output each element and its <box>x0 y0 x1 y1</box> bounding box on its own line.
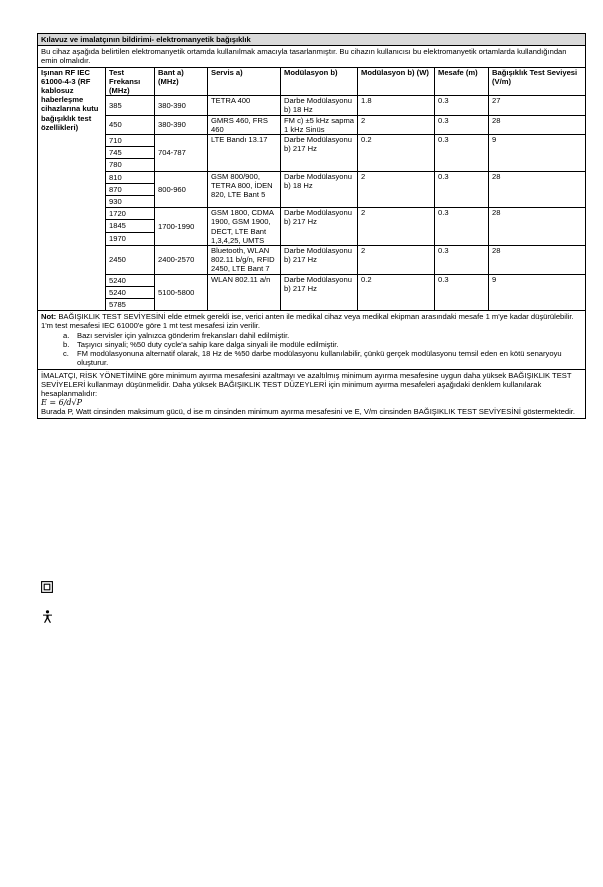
freq-value: 1970 <box>109 233 126 243</box>
table-row <box>38 246 586 275</box>
power-cell: 2 <box>358 115 435 134</box>
freq-cell <box>106 135 155 172</box>
power-cell: 0.2 <box>358 135 435 172</box>
modulation-cell: Darbe Modülasyonu b) 18 Hz <box>281 171 358 208</box>
modulation-cell: Darbe Modülasyonu b) 217 Hz <box>281 208 358 246</box>
header-service: Servis a) <box>208 67 281 96</box>
band-cell: 800-960 <box>155 171 208 208</box>
power-cell: 2 <box>358 208 435 246</box>
modulation-cell: Darbe Modülasyonu b) 18 Hz <box>281 96 358 115</box>
note-label: Not: <box>41 312 57 322</box>
band-cell: 380-390 <box>155 115 208 134</box>
notes-section <box>38 311 586 369</box>
footnote-a <box>41 331 582 340</box>
service-cell: GSM 1800, CDMA 1900, GSM 1900, DECT, LTE Bant 1,3,4,25, UMTS <box>208 208 281 246</box>
service-cell: Bluetooth, WLAN 802.11 b/g/n, RFID 2450, LTE Bant 7 <box>208 246 281 275</box>
note <box>41 312 582 330</box>
footnote-text: Bazı servisler için yalnızca gönderim frekansları dahil edilmiştir. <box>77 330 290 340</box>
band-cell: 704-787 <box>155 135 208 172</box>
power-cell: 1.8 <box>358 96 435 115</box>
level-cell: 28 <box>489 246 586 275</box>
header-modulation: Modülasyon b) <box>281 67 358 96</box>
level-cell: 27 <box>489 96 586 115</box>
note-text: BAĞIŞIKLIK TEST SEVİYESİNİ elde etmek gerekli ise, verici anten ile medikal cihaz veya medikal ekipman arasındaki mesafe 1 m'ye kadar düşürülebilir. 1'm test mesafesi IEC 61000'e göre 1 mt test mesafesi izin verilir. <box>41 312 574 331</box>
intro-text: Bu cihaz aşağıda belirtilen elektromanyetik ortamda kullanılmak amacıyla tasarlanmıştır. Bu cihazın kullanıcısı bu elektromanyetik ortamlarda kullandığından emin olmalıdır. <box>38 46 586 67</box>
freq-value: 780 <box>109 160 122 170</box>
freq-cell <box>106 274 155 311</box>
freq-cell <box>106 171 155 208</box>
row-header: Işınan RF IEC 61000-4-3 (RF kablosuz haberleşme cihazlarına kutu bağışıklık test özellikleri) <box>38 67 106 311</box>
modulation-cell: Darbe Modülasyonu b) 217 Hz <box>281 246 358 275</box>
freq-value: 5785 <box>109 300 126 310</box>
table-row <box>38 274 586 311</box>
freq-value: 930 <box>109 197 122 207</box>
distance-cell: 0.3 <box>435 171 489 208</box>
service-cell: LTE Bandı 13.17 <box>208 135 281 172</box>
header-distance: Mesafe (m) <box>435 67 489 96</box>
footnote-b <box>41 340 582 349</box>
freq-value: 810 <box>106 172 154 184</box>
freq-value: 710 <box>106 135 154 147</box>
level-cell: 9 <box>489 135 586 172</box>
service-cell: WLAN 802.11 a/n <box>208 274 281 311</box>
header-band: Bant a) (MHz) <box>155 67 208 96</box>
footnote-mark: c. <box>63 349 69 359</box>
distance-formula: E = 6/d√P <box>41 398 83 408</box>
closing-section <box>38 369 586 418</box>
header-power: Modülasyon b) (W) <box>358 67 435 96</box>
table-row <box>38 208 586 246</box>
power-cell: 0.2 <box>358 274 435 311</box>
service-cell: GSM 800/900, TETRA 800, İDEN 820, LTE Bant 5 <box>208 171 281 208</box>
immunity-table <box>37 33 586 419</box>
footnote-c <box>41 349 582 367</box>
class-ii-double-square-icon <box>41 581 53 593</box>
distance-cell: 0.3 <box>435 246 489 275</box>
freq-value: 5240 <box>106 275 154 287</box>
table-row <box>38 171 586 208</box>
freq-value: 745 <box>106 147 154 159</box>
distance-cell: 0.3 <box>435 96 489 115</box>
freq-cell: 385 <box>106 96 155 115</box>
footnote-text: FM modülasyonuna alternatif olarak, 18 Hz de %50 darbe modülasyonu kullanılabilir, çünkü gerçek modülasyonu temsil eden en kötü senaryoyu oluşturur. <box>77 349 562 368</box>
distance-cell: 0.3 <box>435 274 489 311</box>
footnote-text: Taşıyıcı sinyali; %50 duty cycle'a sahip kare dalga sinyali ile modüle edilmiştir. <box>77 339 339 349</box>
closing-text-2: Burada P, Watt cinsinden maksimum gücü, d ise m cinsinden minimum ayırma mesafesini ve E, V/m cinsinden BAĞIŞIKLIK TEST SEVİYESİNİ göstermektedir. <box>41 407 576 417</box>
closing-text-1: İMALATÇI, RİSK YÖNETİMİNE göre minimum ayırma mesafesini azaltmayı ve azaltılmış minimum ayırma mesafesine uygun daha yüksek BAĞIŞIKLIK TEST SEVİYELERİ kullanmayı düşünmelidir. Daha yüksek BAĞIŞIKLIK TEST DÜZEYLERİ için minimum ayırma mesafeleri aşağıdaki denklem kullanılarak hesaplanmalıdır: <box>41 370 572 398</box>
freq-value: 5240 <box>106 286 154 298</box>
service-cell: TETRA 400 <box>208 96 281 115</box>
power-cell: 2 <box>358 246 435 275</box>
band-cell: 380-390 <box>155 96 208 115</box>
freq-value: 1720 <box>106 208 154 220</box>
table-row <box>38 135 586 172</box>
power-cell: 2 <box>358 171 435 208</box>
distance-cell: 0.3 <box>435 135 489 172</box>
freq-value: 870 <box>106 183 154 195</box>
immunity-document <box>37 33 585 419</box>
modulation-cell: FM c) ±5 kHz sapma 1 kHz Sinüs <box>281 115 358 134</box>
type-b-applied-part-person-icon <box>42 610 53 623</box>
modulation-cell: Darbe Modülasyonu b) 217 Hz <box>281 135 358 172</box>
level-cell: 9 <box>489 274 586 311</box>
table-row <box>38 96 586 115</box>
distance-cell: 0.3 <box>435 115 489 134</box>
freq-cell <box>106 208 155 246</box>
distance-cell: 0.3 <box>435 208 489 246</box>
table-row <box>38 115 586 134</box>
level-cell: 28 <box>489 171 586 208</box>
band-cell: 2400-2570 <box>155 246 208 275</box>
header-level: Bağışıklık Test Seviyesi (V/m) <box>489 67 586 96</box>
service-cell: GMRS 460, FRS 460 <box>208 115 281 134</box>
header-freq: Test Frekansı (MHz) <box>106 67 155 96</box>
band-cell: 5100-5800 <box>155 274 208 311</box>
freq-value: 1845 <box>106 220 154 232</box>
band-cell: 1700-1990 <box>155 208 208 246</box>
footnote-mark: a. <box>63 330 70 340</box>
footnote-mark: b. <box>63 339 70 349</box>
modulation-cell: Darbe Modülasyonu b) 217 Hz <box>281 274 358 311</box>
level-cell: 28 <box>489 208 586 246</box>
freq-cell: 450 <box>106 115 155 134</box>
table-title: Kılavuz ve imalatçının bildirimi- elektromanyetik bağışıklık <box>38 34 586 46</box>
level-cell: 28 <box>489 115 586 134</box>
freq-cell: 2450 <box>106 246 155 275</box>
